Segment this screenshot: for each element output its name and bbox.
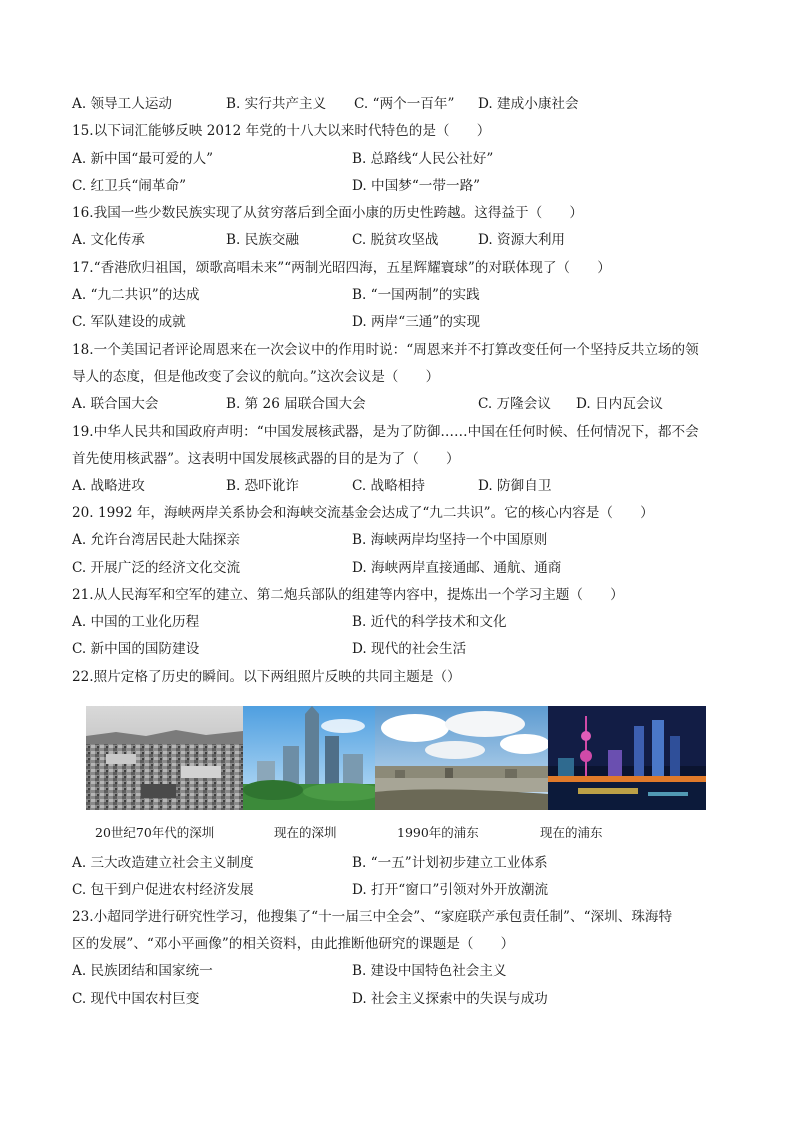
q15-stem: 15.以下词汇能够反映 2012 年党的十八大以来时代特色的是（ ） xyxy=(72,123,491,139)
q16-option-c[interactable]: C. 脱贫攻坚战 xyxy=(352,232,439,248)
q17-option-a[interactable]: A. “九二共识”的达成 xyxy=(72,287,200,303)
q15-option-b[interactable]: B. 总路线“人民公社好” xyxy=(352,151,494,167)
q21-option-c[interactable]: C. 新中国的国防建设 xyxy=(72,641,200,657)
q23-stem-line1: 23.小超同学进行研究性学习，他搜集了“十一届三中全会”、“家庭联产承包责任制”、“深圳、珠海特 xyxy=(72,909,673,925)
q23-option-a[interactable]: A. 民族团结和国家统一 xyxy=(72,963,213,979)
q22-photo-strip xyxy=(86,706,706,810)
q21-option-d[interactable]: D. 现代的社会生活 xyxy=(352,641,467,657)
photo-shenzhen-now xyxy=(243,706,375,810)
q18-stem-line2: 导人的态度，但是他改变了会议的航向。”这次会议是（ ） xyxy=(72,369,440,385)
q22-option-d[interactable]: D. 打开“窗口”引领对外开放潮流 xyxy=(352,882,549,898)
q23-option-c[interactable]: C. 现代中国农村巨变 xyxy=(72,991,200,1007)
q18-option-c[interactable]: C. 万隆会议 xyxy=(478,396,551,412)
q20-stem: 20. 1992 年，海峡两岸关系协会和海峡交流基金会达成了“九二共识”。它的核心内容是（ ） xyxy=(72,505,654,521)
caption-pudong-1990: 1990年的浦东 xyxy=(397,825,479,840)
q23-stem-line2: 区的发展”、“邓小平画像”的相关资料，由此推断他研究的课题是（ ） xyxy=(72,936,515,952)
q17-stem: 17.“香港欣归祖国，颂歌高唱未来”“两制光昭四海，五星辉耀寰球”的对联体现了（ ） xyxy=(72,260,611,276)
q22-option-c[interactable]: C. 包干到户促进农村经济发展 xyxy=(72,882,254,898)
q20-option-a[interactable]: A. 允许台湾居民赴大陆探亲 xyxy=(72,532,240,548)
q19-option-c[interactable]: C. 战略相持 xyxy=(352,478,425,494)
q18-option-b[interactable]: B. 第 26 届联合国大会 xyxy=(226,396,366,412)
q18-option-a[interactable]: A. 联合国大会 xyxy=(72,396,159,412)
q20-option-b[interactable]: B. 海峡两岸均坚持一个中国原则 xyxy=(352,532,548,548)
q17-option-d[interactable]: D. 两岸“三通”的实现 xyxy=(352,314,481,330)
q15-option-c[interactable]: C. 红卫兵“闹革命” xyxy=(72,178,187,194)
q14-option-b[interactable]: B. 实行共产主义 xyxy=(226,96,327,112)
q14-option-c[interactable]: C. “两个一百年” xyxy=(354,96,455,112)
q20-option-d[interactable]: D. 海峡两岸直接通邮、通航、通商 xyxy=(352,560,562,576)
q19-option-a[interactable]: A. 战略进攻 xyxy=(72,478,145,494)
modern-pudong-image xyxy=(548,706,706,810)
caption-shenzhen-1970s: 20世纪70年代的深圳 xyxy=(95,825,215,840)
old-shenzhen-image xyxy=(86,706,243,810)
q16-option-b[interactable]: B. 民族交融 xyxy=(226,232,300,248)
q18-stem-line1: 18.一个美国记者评论周恩来在一次会议中的作用时说：“周恩来并不打算改变任何一个坚持反共立场的领 xyxy=(72,342,699,358)
q20-option-c[interactable]: C. 开展广泛的经济文化交流 xyxy=(72,560,241,576)
q17-option-b[interactable]: B. “一国两制”的实践 xyxy=(352,287,480,303)
q21-option-a[interactable]: A. 中国的工业化历程 xyxy=(72,614,200,630)
q15-option-d[interactable]: D. 中国梦“一带一路” xyxy=(352,178,481,194)
q16-stem: 16.我国一些少数民族实现了从贫穷落后到全面小康的历史性跨越。这得益于（ ） xyxy=(72,205,583,221)
q19-option-d[interactable]: D. 防御自卫 xyxy=(478,478,552,494)
caption-shenzhen-now: 现在的深圳 xyxy=(274,825,337,840)
caption-pudong-now: 现在的浦东 xyxy=(540,825,603,840)
q22-option-b[interactable]: B. “一五”计划初步建立工业体系 xyxy=(352,855,548,871)
q22-stem: 22.照片定格了历史的瞬间。以下两组照片反映的共同主题是（） xyxy=(72,669,461,685)
photo-pudong-now xyxy=(548,706,706,810)
q23-option-d[interactable]: D. 社会主义探索中的失误与成功 xyxy=(352,991,548,1007)
q16-option-a[interactable]: A. 文化传承 xyxy=(72,232,145,248)
q14-option-a[interactable]: A. 领导工人运动 xyxy=(72,96,173,112)
q22-option-a[interactable]: A. 三大改造建立社会主义制度 xyxy=(72,855,254,871)
photo-shenzhen-1970s xyxy=(86,706,243,810)
q18-option-d[interactable]: D. 日内瓦会议 xyxy=(576,396,664,412)
q19-stem-line1: 19.中华人民共和国政府声明：“中国发展核武器，是为了防御……中国在任何时候、任何情况下，都不会 xyxy=(72,424,699,440)
q17-option-c[interactable]: C. 军队建设的成就 xyxy=(72,314,186,330)
q19-stem-line2: 首先使用核武器”。这表明中国发展核武器的目的是为了（ ） xyxy=(72,451,460,467)
q19-option-b[interactable]: B. 恐吓讹诈 xyxy=(226,478,300,494)
q21-stem: 21.从人民海军和空军的建立、第二炮兵部队的组建等内容中，提炼出一个学习主题（ ） xyxy=(72,587,624,603)
photo-pudong-1990 xyxy=(375,706,548,810)
q15-option-a[interactable]: A. 新中国“最可爱的人” xyxy=(72,151,214,167)
q16-option-d[interactable]: D. 资源大利用 xyxy=(478,232,566,248)
q21-option-b[interactable]: B. 近代的科学技术和文化 xyxy=(352,614,507,630)
old-pudong-image xyxy=(375,706,548,810)
q23-option-b[interactable]: B. 建设中国特色社会主义 xyxy=(352,963,507,979)
q14-option-d[interactable]: D. 建成小康社会 xyxy=(478,96,579,112)
modern-shenzhen-image xyxy=(243,706,375,810)
